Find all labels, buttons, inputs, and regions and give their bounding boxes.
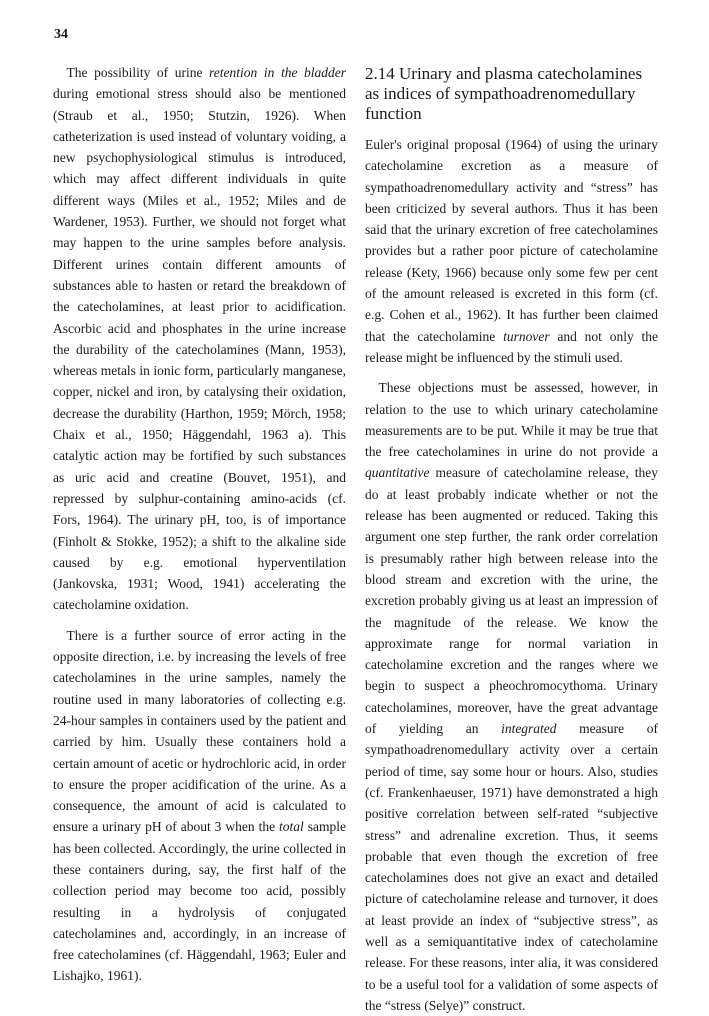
text-run: There is a further source of error acting in the opposite direction, i.e. by increasing the levels of free catecholamines in the urine samples, namely the routine used in many laboratories of collecting e.g. 24-hour samples in containers used by the patient and carried by him. Usually these containers hold a certain amount of acetic or hydrochloric acid, in order to ensure the proper acidification of the urine. As a consequence, the amount of acid is calculated to ensure a urinary pH of about 3 when the — [53, 627, 346, 835]
text-run: measure of catecholamine release, they do at least probably indicate whether or not the release has been augmented or reduced. Taking this argument one step further, the rank order correlation is presumably rather high between release into the blood stream and excretion with the urine, the excretion probably giving us at least an impression of the magnitude of the release. We know the approximate range for normal variation in catecholamine excretion and the ranges where we begin to suspect a pheochromocythoma. Urinary catecholamines, moreover, have the great advantage of yielding an — [365, 465, 658, 737]
emphasis-text: turnover — [503, 328, 550, 344]
left-column — [53, 62, 346, 987]
text-run: These objections must be assessed, however, in relation to the use to which urinary catecholamine measurements are to be put. While it may be true that the free catecholamines in urine do not provide a — [365, 380, 658, 460]
emphasis-text: retention in the bladder — [209, 65, 347, 80]
emphasis-text: total — [279, 819, 304, 835]
body-paragraph — [365, 134, 658, 368]
emphasis-text: integrated — [501, 721, 557, 737]
emphasis-text: quantitative — [365, 465, 430, 481]
text-run: The possibility of urine — [66, 65, 210, 80]
text-run: measure of sympathoadrenomedullary activity over a certain period of time, say some hour or hours. Also, studies (cf. Frankenhaeuser, 1971) have demonstrated a high positive correlation between self-rated “subjective stress” and adrenaline excretion. Thus, it seems probable that even though the excretion of free catecholamines does not give an exact and detailed picture of catecholamine release and turnover, it does at least provide an index of “subjective stress”, as well as a semiquantitative index of catecholamine release. For these reasons, inter alia, it was considered to be a useful tool for a validation of some aspects of the “stress (Selye)” construct. — [365, 721, 658, 1013]
right-column — [365, 62, 658, 1016]
section-heading: 2.14 Urinary and plasma catecholamines as indices of sympathoadrenomedullary function — [365, 64, 643, 123]
text-run: and not only the release might be influenced by the stimuli used. — [365, 328, 658, 365]
text-run: during emotional stress should also be mentioned (Straub et al., 1950; Stutzin, 1926). When catheterization is used instead of voluntary voiding, a new psychophysiological stimulus is introduced, which may affect different individuals in quite different ways (Miles et al., 1952; Miles and de Wardener, 1953). Further, we should not forget what may happen to the urine samples before analysis. Different urines contain different amounts of substances able to hasten or retard the breakdown of the catecholamines, at least prior to acidification. Ascorbic acid and phosphates in the urine increase the durability of the catecholamines (Mann, 1953), whereas metals in ionic form, particularly manganese, copper, nickel and iron, by catalysing their oxidation, decrease the durability (Harthon, 1959; Mörch, 1958; Chaix et al., 1950; Häggendahl, 1963 a). This catalytic action may be fortified by such substances as uric acid and creatine (Bouvet, 1951), and repressed by sulphur-containing amino-acids (cf. Fors, 1964). The urinary pH, too, is of importance (Finholt & Stokke, 1952); a shift to the alkaline side caused by e.g. emotional hyperventilation (Jankovska, 1931; Wood, 1941) accelerating the catecholamine oxidation. — [53, 86, 346, 613]
body-paragraph — [53, 62, 346, 616]
page-number: 34 — [54, 27, 68, 42]
body-paragraph — [365, 377, 658, 1016]
text-run: Euler's original proposal (1964) of using the urinary catecholamine excretion as a measure of sympathoadrenomedullary activity and “stress” has been criticized by several authors. Thus it has been said that the urinary excretion of free catecholamines provides but a rather poor picture of catecholamine release (Kety, 1966) because only some few per cent of the amount released is excreted in this form (cf. e.g. Cohen et al., 1962). It has further been claimed that the catecholamine — [365, 137, 658, 344]
text-run: sample has been collected. Accordingly, the urine collected in these containers during, say, the first half of the collection period may become too acid, possibly resulting in a hydrolysis of conjugated catecholamines and, accordingly, in an increase of free catecholamines (cf. Häggendahl, 1963; Euler and Lishajko, 1961). — [53, 819, 346, 984]
body-paragraph — [53, 625, 346, 987]
